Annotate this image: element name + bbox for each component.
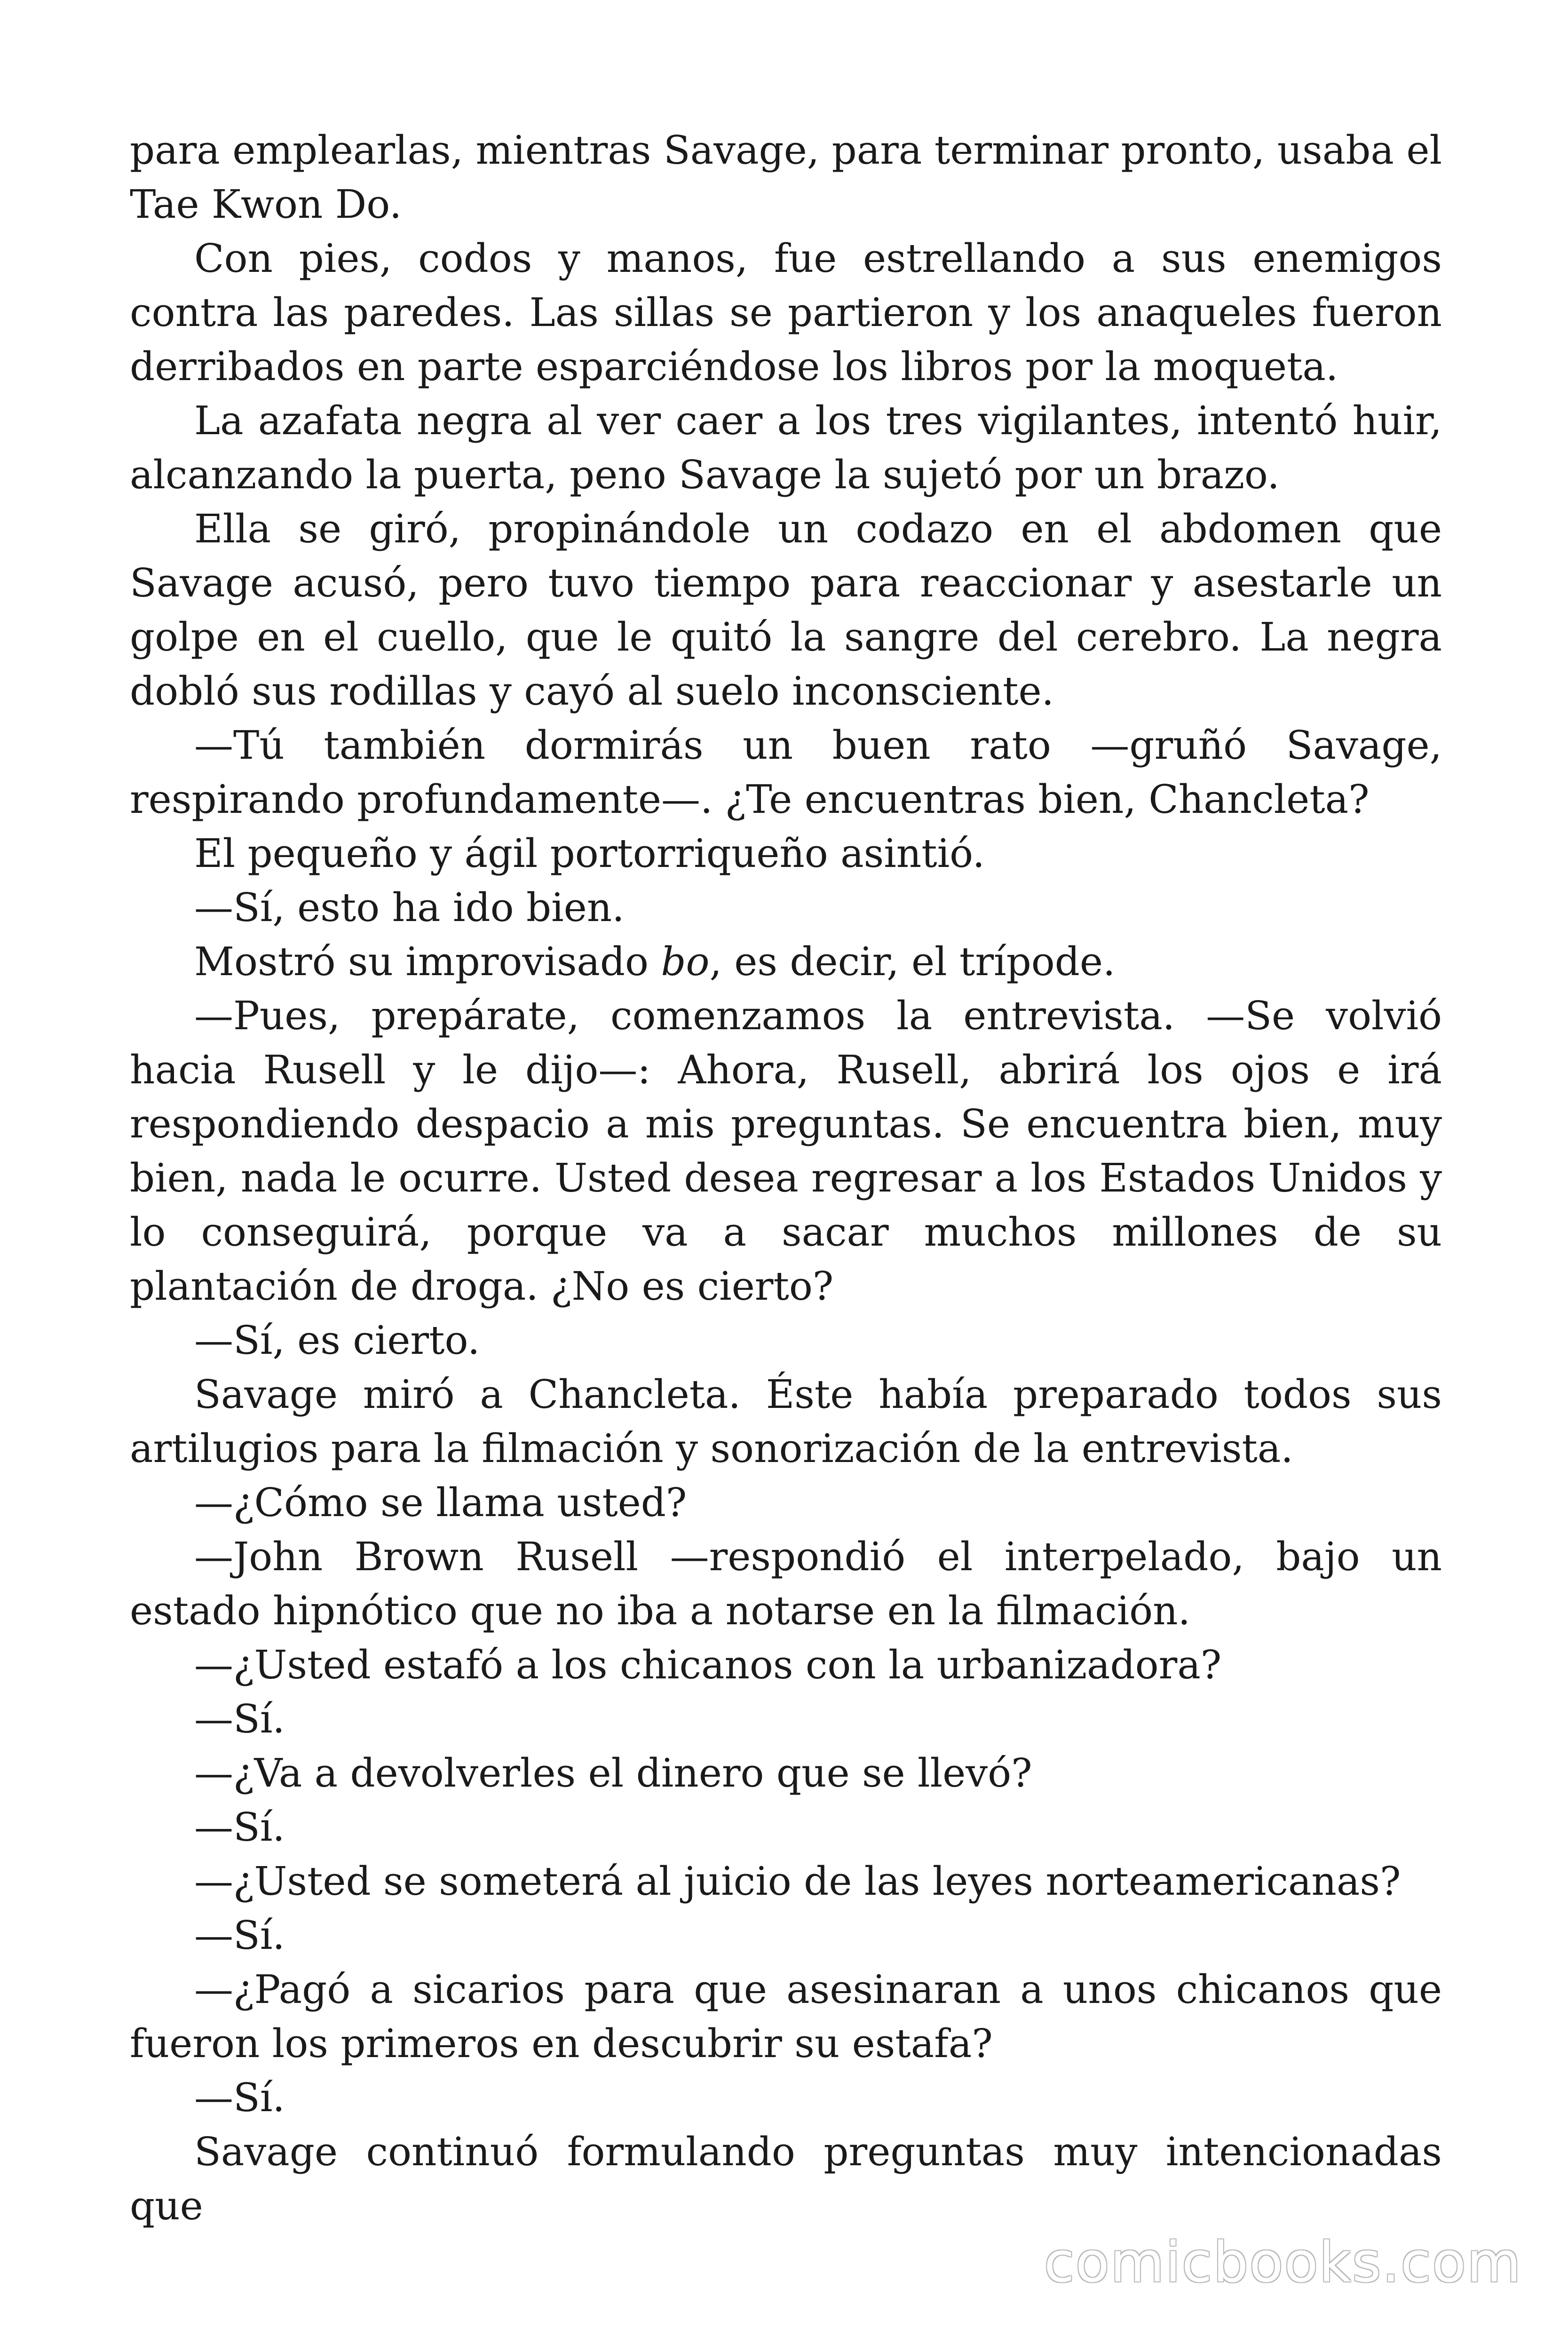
paragraph: La azafata negra al ver caer a los tres vigilantes, intentó huir, alcanzando la puerta, peno Savage la sujetó por un brazo.: [130, 398, 1442, 498]
paragraph: —Sí.: [194, 2075, 285, 2121]
paragraph: —Tú también dormirás un buen rato —gruñó Savage, respirando profundamente—. ¿Te encuentras bien, Chancleta?: [130, 723, 1442, 822]
paragraph: —John Brown Rusell —respondió el interpelado, bajo un estado hipnótico que no iba a notarse en la filmación.: [130, 1534, 1442, 1634]
paragraph: —Sí.: [194, 1804, 285, 1850]
paragraph: —Sí, es cierto.: [194, 1318, 480, 1363]
paragraph: Con pies, codos y manos, fue estrellando a sus enemigos contra las paredes. Las sillas se partieron y los anaqueles fueron derribados en parte esparciéndose los libros por la moqueta.: [130, 236, 1442, 389]
paragraph: —Sí.: [194, 1696, 285, 1742]
paragraph: —Sí.: [194, 1913, 285, 1958]
paragraph: Savage continuó formulando preguntas muy intencionadas que: [130, 2129, 1442, 2229]
text-run: , es decir, el trípode.: [709, 939, 1116, 985]
paragraph: —Sí, esto ha ido bien.: [194, 885, 625, 930]
paragraph: —¿Pagó a sicarios para que asesinaran a unos chicanos que fueron los primeros en descubrir su estafa?: [130, 1967, 1442, 2066]
paragraph: —Pues, prepárate, comenzamos la entrevista. —Se volvió hacia Rusell y le dijo—: Ahora, Rusell, abrirá los ojos e irá respondiendo despacio a mis preguntas. Se encuentra bien, muy bien, nada le ocurre. Usted desea regresar a los Estados Unidos y lo conseguirá, porque va a sacar muchos millones de su plantación de droga. ¿No es cierto?: [130, 993, 1442, 1309]
watermark-text: comicbooks.com: [1044, 2230, 1522, 2295]
paragraph-with-italic: [130, 935, 1442, 989]
paragraph: —¿Va a devolverles el dinero que se llevó?: [194, 1750, 1032, 1796]
paragraph: El pequeño y ágil portorriqueño asintió.: [194, 831, 985, 876]
paragraph: —¿Usted se someterá al juicio de las leyes norteamericanas?: [194, 1859, 1401, 1904]
paragraph: Ella se giró, propinándole un codazo en el abdomen que Savage acusó, pero tuvo tiempo para reaccionar y asestarle un golpe en el cuello, que le quitó la sangre del cerebro. La negra dobló sus rodillas y cayó al suelo inconsciente.: [130, 506, 1442, 714]
paragraph: —¿Cómo se llama usted?: [194, 1480, 687, 1526]
text-run: Mostró su improvisado: [194, 939, 661, 985]
paragraph: —¿Usted estafó a los chicanos con la urbanizadora?: [194, 1642, 1222, 1688]
paragraph: Savage miró a Chancleta. Éste había preparado todos sus artilugios para la filmación y sonorización de la entrevista.: [130, 1372, 1442, 1471]
paragraph: para emplearlas, mientras Savage, para terminar pronto, usaba el Tae Kwon Do.: [130, 127, 1442, 227]
book-page-text: [130, 123, 1442, 2233]
italic-word: bo: [661, 939, 710, 985]
